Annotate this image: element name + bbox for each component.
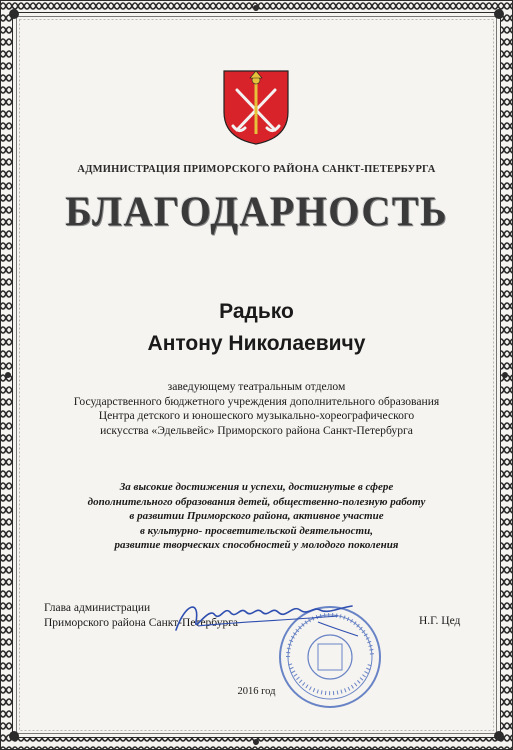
position-line: Государственного бюджетного учреждения дополнительного образования (73, 394, 440, 408)
position-line: Центра детского и юношеского музыкально-хореографического (98, 409, 415, 422)
merit-line: дополнительного образования детей, общественно-полезную работу (87, 495, 426, 508)
merit-line: За высокие достижения и успехи, достигнутые в сфере (119, 481, 394, 493)
merit-line: в развитии Приморского района, активное участие (129, 510, 384, 522)
issue-year: 2016 год (237, 686, 276, 697)
handwritten-signature-icon (168, 592, 368, 642)
issuer-heading: АДМИНИСТРАЦИЯ ПРИМОРСКОГО РАЙОНА САНКТ-ПЕТЕРБУРГА (77, 164, 436, 175)
signatory-name: Н.Г. Цед (419, 615, 461, 627)
recipient-given-names: Антону Николаевичу (147, 332, 366, 355)
coat-of-arms-icon (221, 68, 291, 146)
merit-line: развитие творческих способностей у молодого поколения (114, 539, 399, 551)
signatory-title-line: Приморского района Санкт-Петербурга (44, 616, 239, 629)
recipient-surname: Радько (219, 300, 294, 323)
signatory-title-line: Глава администрации (44, 602, 151, 614)
merit-statement (0, 480, 513, 553)
position-line: искусства «Эдельвейс» Приморского района Санкт-Петербурга (100, 423, 413, 437)
recipient-position (0, 380, 513, 438)
document-title: БЛАГОДАРНОСТЬ (65, 187, 448, 236)
position-line: заведующему театральным отделом (167, 380, 346, 393)
merit-line: в культурно- просветительской деятельности, (140, 524, 373, 537)
